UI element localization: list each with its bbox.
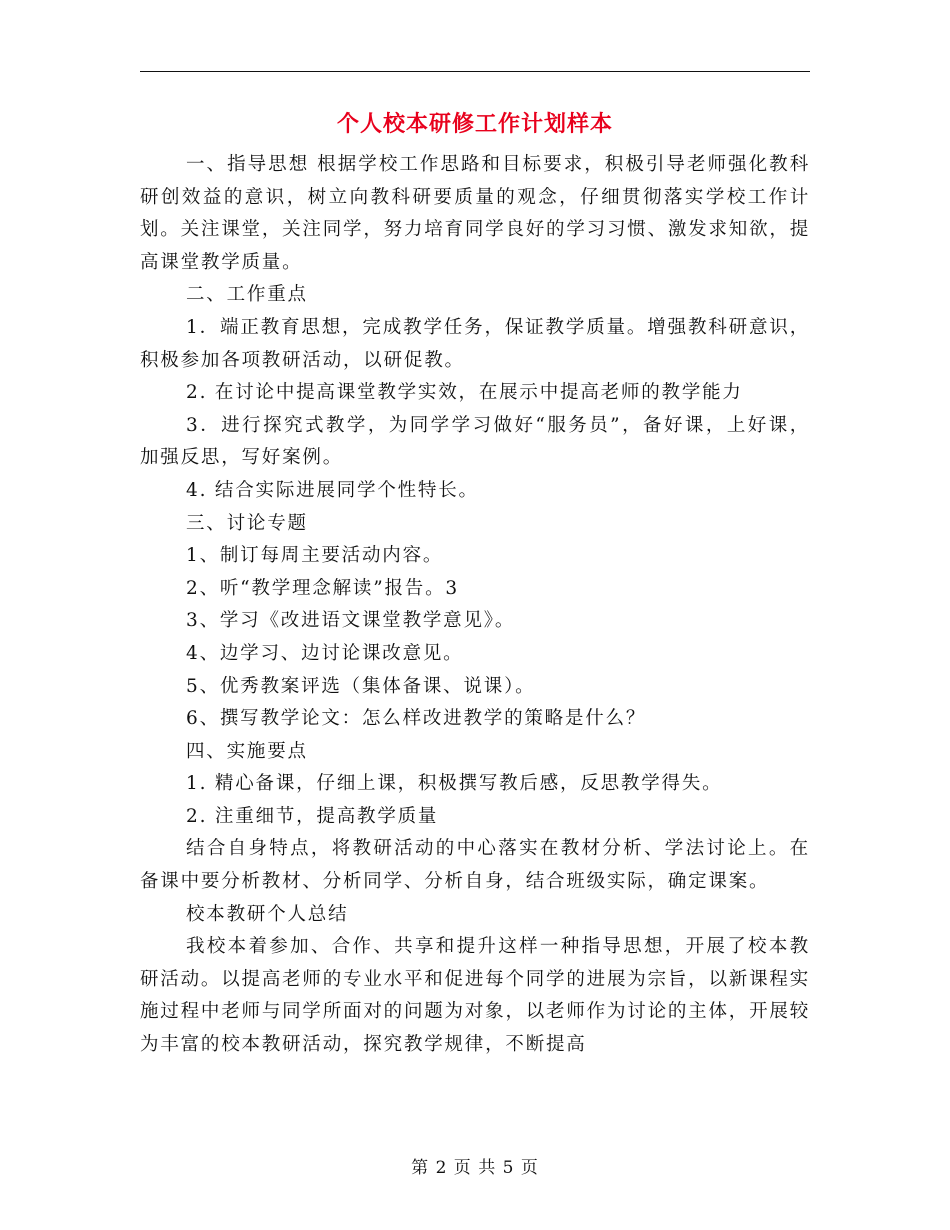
paragraph: 4. 结合实际进展同学个性特长。 [186,479,479,501]
list-item: 1、制订每周主要活动内容。 [186,545,444,567]
section-heading: 四、实施要点 [186,740,308,762]
paragraph: 1．端正教育思想，完成教学任务，保证教学质量。增强教科研意识，积极参加各项教研活动，以研促教。 [140,316,810,371]
document-title: 个人校本研修工作计划样本 [336,111,613,137]
list-item: 4、边学习、边讨论课改意见。 [186,642,464,664]
list-item: 2. 注重细节，提高教学质量 [186,805,439,827]
list-item: 6、撰写教学论文：怎么样改进教学的策略是什么？ [186,708,647,730]
page-number: 第 2 页 共 5 页 [411,1158,539,1178]
section-heading: 二、工作重点 [186,284,308,306]
list-item: 2、听“教学理念解读”报告。3 [186,577,459,599]
paragraph: 3．进行探究式教学，为同学学习做好“服务员”，备好课，上好课，加强反思，写好案例。 [140,414,810,469]
paragraph: 我校本着参加、合作、共享和提升这样一种指导思想，开展了校本教研活动。以提高老师的专业水平和促进每个同学的进展为宗旨，以新课程实施过程中老师与同学所面对的问题为对象，以老师作为讨论的主体，开展较为丰富的校本教研活动，探究教学规律，不断提高 [140,936,810,1056]
list-item: 5、优秀教案评选（集体备课、说课）。 [186,675,536,697]
document-body [140,149,810,1062]
paragraph: 结合自身特点，将教研活动的中心落实在教材分析、学法讨论上。在备课中要分析教材、分析同学、分析自身，结合班级实际，确定课案。 [140,838,810,893]
list-item: 3、学习《改进语文课堂教学意见》。 [186,610,516,632]
list-item: 1. 精心备课，仔细上课，积极撰写教后感，反思教学得失。 [186,773,723,795]
paragraph: 一、指导思想 根据学校工作思路和目标要求，积极引导老师强化教科研创效益的意识，树立向教科研要质量的观念，仔细贯彻落实学校工作计划。关注课堂，关注同学，努力培育同学良好的学习习惯、激发求知欲，提高课堂教学质量。 [140,154,810,273]
header-rule [140,71,810,72]
section-heading: 校本教研个人总结 [186,903,349,925]
paragraph: 2. 在讨论中提高课堂教学实效，在展示中提高老师的教学能力 [186,382,743,404]
section-heading: 三、讨论专题 [186,512,308,534]
